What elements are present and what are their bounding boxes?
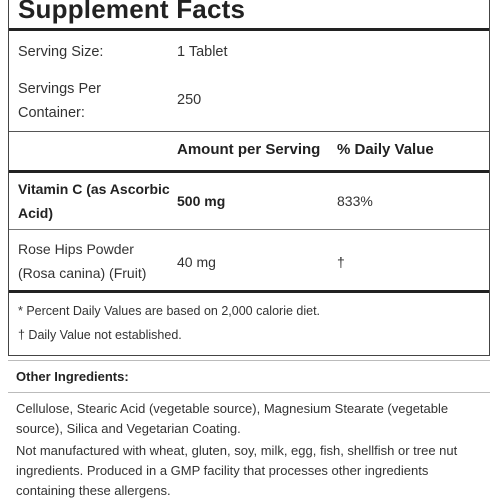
- servings-value: 250: [177, 92, 202, 108]
- nutrient-amount: 500 mg: [177, 193, 226, 209]
- footnote-not-established: † Daily Value not established.: [18, 328, 182, 342]
- divider-thick: [9, 170, 489, 173]
- divider-thick: [9, 28, 489, 31]
- column-header-amount: Amount per Serving: [177, 141, 321, 158]
- supplement-facts-panel: [8, 0, 490, 356]
- column-header-daily-value: % Daily Value: [337, 141, 434, 158]
- other-ingredients-list: Cellulose, Stearic Acid (vegetable source), Magnesium Stearate (vegetable source), Silica and Vegetarian Coating.: [16, 401, 449, 436]
- servings-label-line2: Container:: [18, 105, 85, 121]
- nutrient-name: Vitamin C (as Ascorbic: [18, 181, 170, 197]
- nutrient-amount: 40 mg: [177, 254, 216, 270]
- facts-title: Supplement Facts: [18, 0, 246, 24]
- nutrient-name: (Rosa canina) (Fruit): [18, 265, 147, 281]
- divider-thick: [9, 290, 489, 293]
- footnote-daily-values: * Percent Daily Values are based on 2,000 calorie diet.: [18, 304, 321, 318]
- divider-thin: [9, 131, 489, 132]
- serving-size-label: Serving Size:: [18, 44, 104, 60]
- servings-label-line1: Servings Per: [18, 81, 102, 97]
- other-ingredients-title: Other Ingredients:: [16, 369, 129, 384]
- allergen-statement: Not manufactured with wheat, gluten, soy, milk, egg, fish, shellfish or tree nut ingredients. Produced in a GMP facility that processes other ingredients containing these allergens.: [16, 443, 458, 498]
- section-divider: [8, 392, 490, 393]
- nutrient-daily-value: †: [337, 254, 345, 270]
- nutrient-name: Acid): [18, 205, 53, 221]
- nutrient-name: Rose Hips Powder: [18, 241, 134, 257]
- section-divider: [8, 360, 490, 361]
- row-divider: [9, 229, 489, 230]
- nutrient-daily-value: 833%: [337, 193, 373, 209]
- serving-size-value: 1 Tablet: [177, 44, 228, 60]
